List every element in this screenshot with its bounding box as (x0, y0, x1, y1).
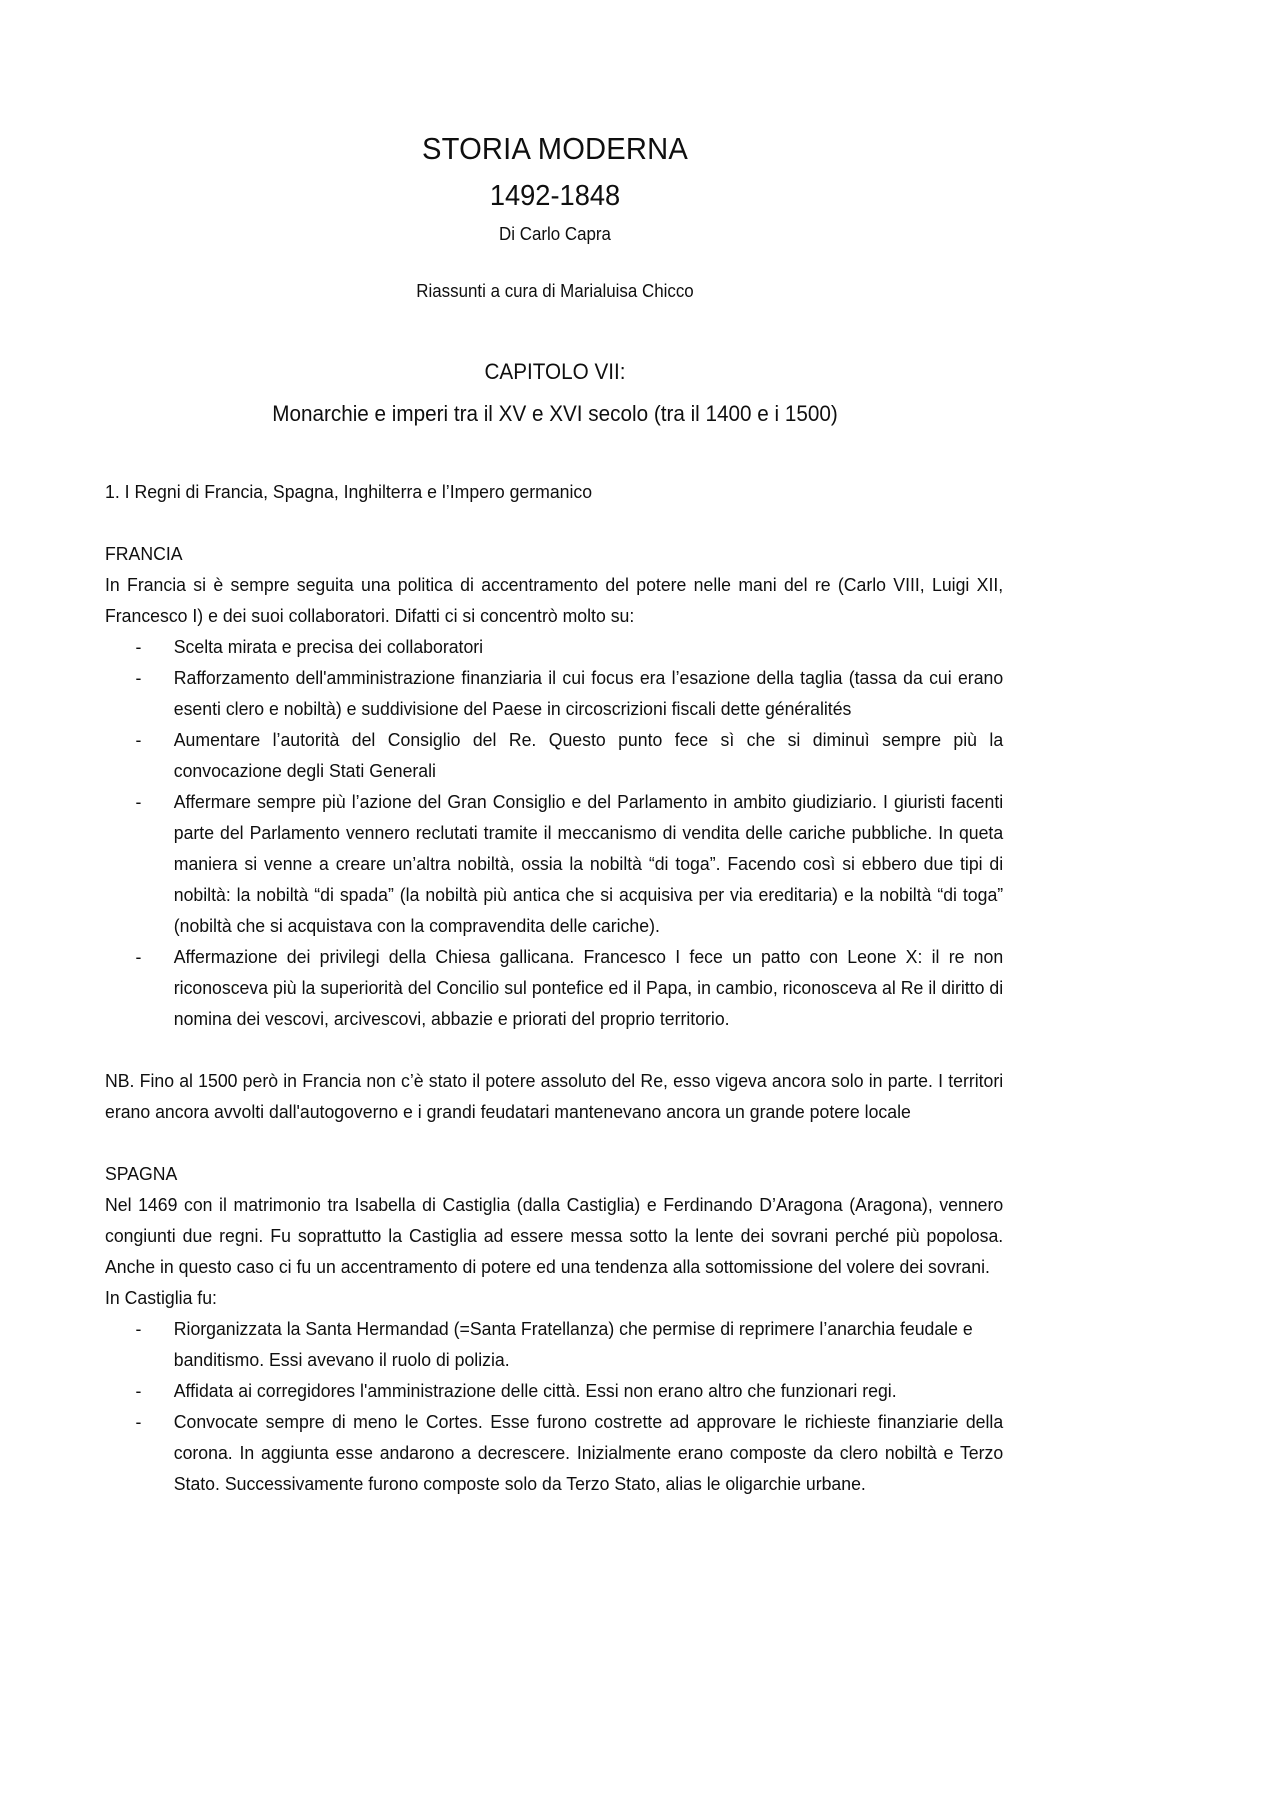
list-item: - Scelta mirata e precisa dei collaboratori (105, 631, 1003, 662)
document-year-range: 1492-1848 (489, 180, 621, 212)
spagna-subintro: In Castiglia fu: (105, 1287, 217, 1308)
francia-note-paragraph: NB. Fino al 1500 però in Francia non c’è stato il potere assoluto del Re, esso vigeva ancora solo in parte. I territori erano ancora avvolti dall'autogoverno e i grandi feudatari mantenevano ancora un grande potere locale (105, 1070, 1004, 1122)
spacer (105, 1127, 1005, 1158)
title-block (105, 128, 1005, 304)
chapter-title: Monarchie e imperi tra il XV e XVI secolo (tra il 1400 e i 1500) (272, 401, 838, 426)
spagna-intro-paragraph: Nel 1469 con il matrimonio tra Isabella di Castiglia (dalla Castiglia) e Ferdinando D’Aragona (Aragona), vennero congiunti due regni. Fu soprattutto la Castiglia ad essere messa sotto la lente dei sovrani perché più popolosa. Anche in questo caso ci fu un accentramento di potere ed una tendenza alla sottomissione del volere dei sovrani. (105, 1194, 1004, 1277)
spacer (105, 1034, 1005, 1065)
francia-intro-paragraph: In Francia si è sempre seguita una politica di accentramento del potere nelle mani del re (Carlo VIII, Luigi XII, Francesco I) e dei suoi collaboratori. Difatti ci si concentrò molto su: (105, 574, 1004, 626)
list-item: - Riorganizzata la Santa Hermandad (=Santa Fratellanza) che permise di reprimere l’anarchia feudale e banditismo. Essi avevano il ruolo di polizia. (105, 1313, 1003, 1375)
list-item: - Convocate sempre di meno le Cortes. Esse furono costrette ad approvare le richieste finanziarie della corona. In aggiunta esse andarono a decrescere. Inizialmente erano composte da clero nobiltà e Terzo Stato. Successivamente furono composte solo da Terzo Stato, alias le oligarchie urbane. (105, 1406, 1003, 1499)
section-number-heading: 1. I Regni di Francia, Spagna, Inghilterra e l’Impero germanico (105, 481, 593, 502)
body-block (105, 476, 1005, 1499)
list-item: - Affidata ai corregidores l'amministrazione delle città. Essi non erano altro che funzionari regi. (105, 1375, 1003, 1406)
list-item: - Rafforzamento dell'amministrazione finanziaria il cui focus era l’esazione della taglia (tassa da cui erano esenti clero e nobiltà) e suddivisione del Paese in circoscrizioni fiscali dette généralités (105, 662, 1003, 724)
page-content (105, 0, 1005, 1499)
document-title: STORIA MODERNA (421, 131, 689, 166)
spacer (105, 507, 1005, 538)
spagna-heading: SPAGNA (105, 1163, 178, 1184)
list-item: - Affermare sempre più l’azione del Gran Consiglio e del Parlamento in ambito giudiziario. I giuristi facenti parte del Parlamento vennero reclutati tramite il meccanismo di vendita delle cariche pubbliche. In queta maniera si venne a creare un’altra nobiltà, ossia la nobiltà “di toga”. Facendo così si ebbero due tipi di nobiltà: la nobiltà “di spada” (la nobiltà più antica che si acquisiva per via ereditaria) e la nobiltà “di toga” (nobiltà che si acquistava con la compravendita delle cariche). (105, 786, 1003, 941)
chapter-heading-block (105, 356, 1005, 430)
document-credit: Riassunti a cura di Marialuisa Chicco (416, 281, 694, 301)
list-item: - Aumentare l’autorità del Consiglio del Re. Questo punto fece sì che si diminuì sempre più la convocazione degli Stati Generali (105, 724, 1003, 786)
chapter-label: CAPITOLO VII: (484, 359, 626, 384)
spagna-bullet-list (105, 1313, 1005, 1499)
francia-bullet-list (105, 631, 1005, 1034)
list-item: - Affermazione dei privilegi della Chiesa gallicana. Francesco I fece un patto con Leone X: il re non riconosceva più la superiorità del Concilio sul pontefice ed il Papa, in cambio, riconosceva al Re il diritto di nomina dei vescovi, arcivescovi, abbazie e priorati del proprio territorio. (105, 941, 1003, 1034)
francia-heading: FRANCIA (105, 543, 183, 564)
document-author: Di Carlo Capra (499, 224, 611, 244)
